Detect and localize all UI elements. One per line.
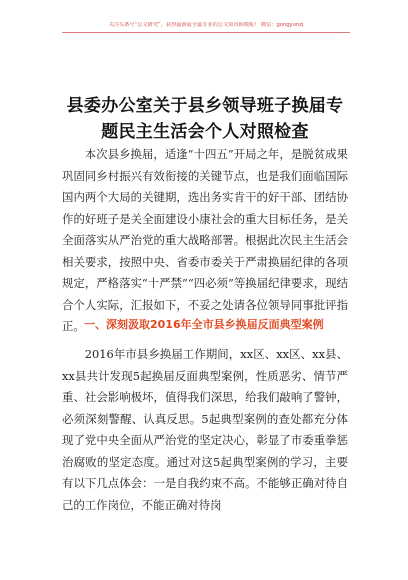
promo-banner: 关注头条号“公文研究”，获得最新最全最专业的公文资讯和模板！ 微信：gongyunzj <box>108 22 304 28</box>
banner-divider <box>62 32 350 33</box>
section-heading: 一、深刻汲取2016年全市县乡换届反面典型案例 <box>84 318 324 331</box>
document-title: 县委办公室关于县乡领导班子换届专题民主生活会个人对照检查 <box>66 96 344 143</box>
intro-paragraph: 本次县乡换届，适逢“十四五”开局之年，是脱贫成果巩固同乡村振兴有效衔接的关键节点，也是我们面临国际国内两个大局的关键期，选出务实肯干的好干部、团结协作的好班子是关全面建设小康社会的重大目标任务，是关全面落实从严治党的重大战略部署。根据此次民主生活会相关要求，按照中央、省委市委关于严肃换届纪律的各项规定，严格落实“十严禁”“四必须”等换届纪律要求，现结合个人实际，汇报如下，不妥之处请各位领导同事批评指正。 <box>62 147 348 333</box>
section-paragraph: 2016年市县乡换届工作期间，xx区、xx区、xx县、xx县共计发现5起换届反面典型案例，性质恶劣、情节严重、社会影响极坏，值得我们深思，给我们敲响了警钟，必须深刻警醒、认真反思。5起典型案例的查处都充分体现了党中央全面从严治党的坚定决心，彰显了市委重拳惩治腐败的坚定态度。通过对这5起典型案例的学习，主要有以下几点体会：一是自我约束不高。不能够正确对待自己的工作岗位，不能正确对待岗 <box>62 347 348 512</box>
